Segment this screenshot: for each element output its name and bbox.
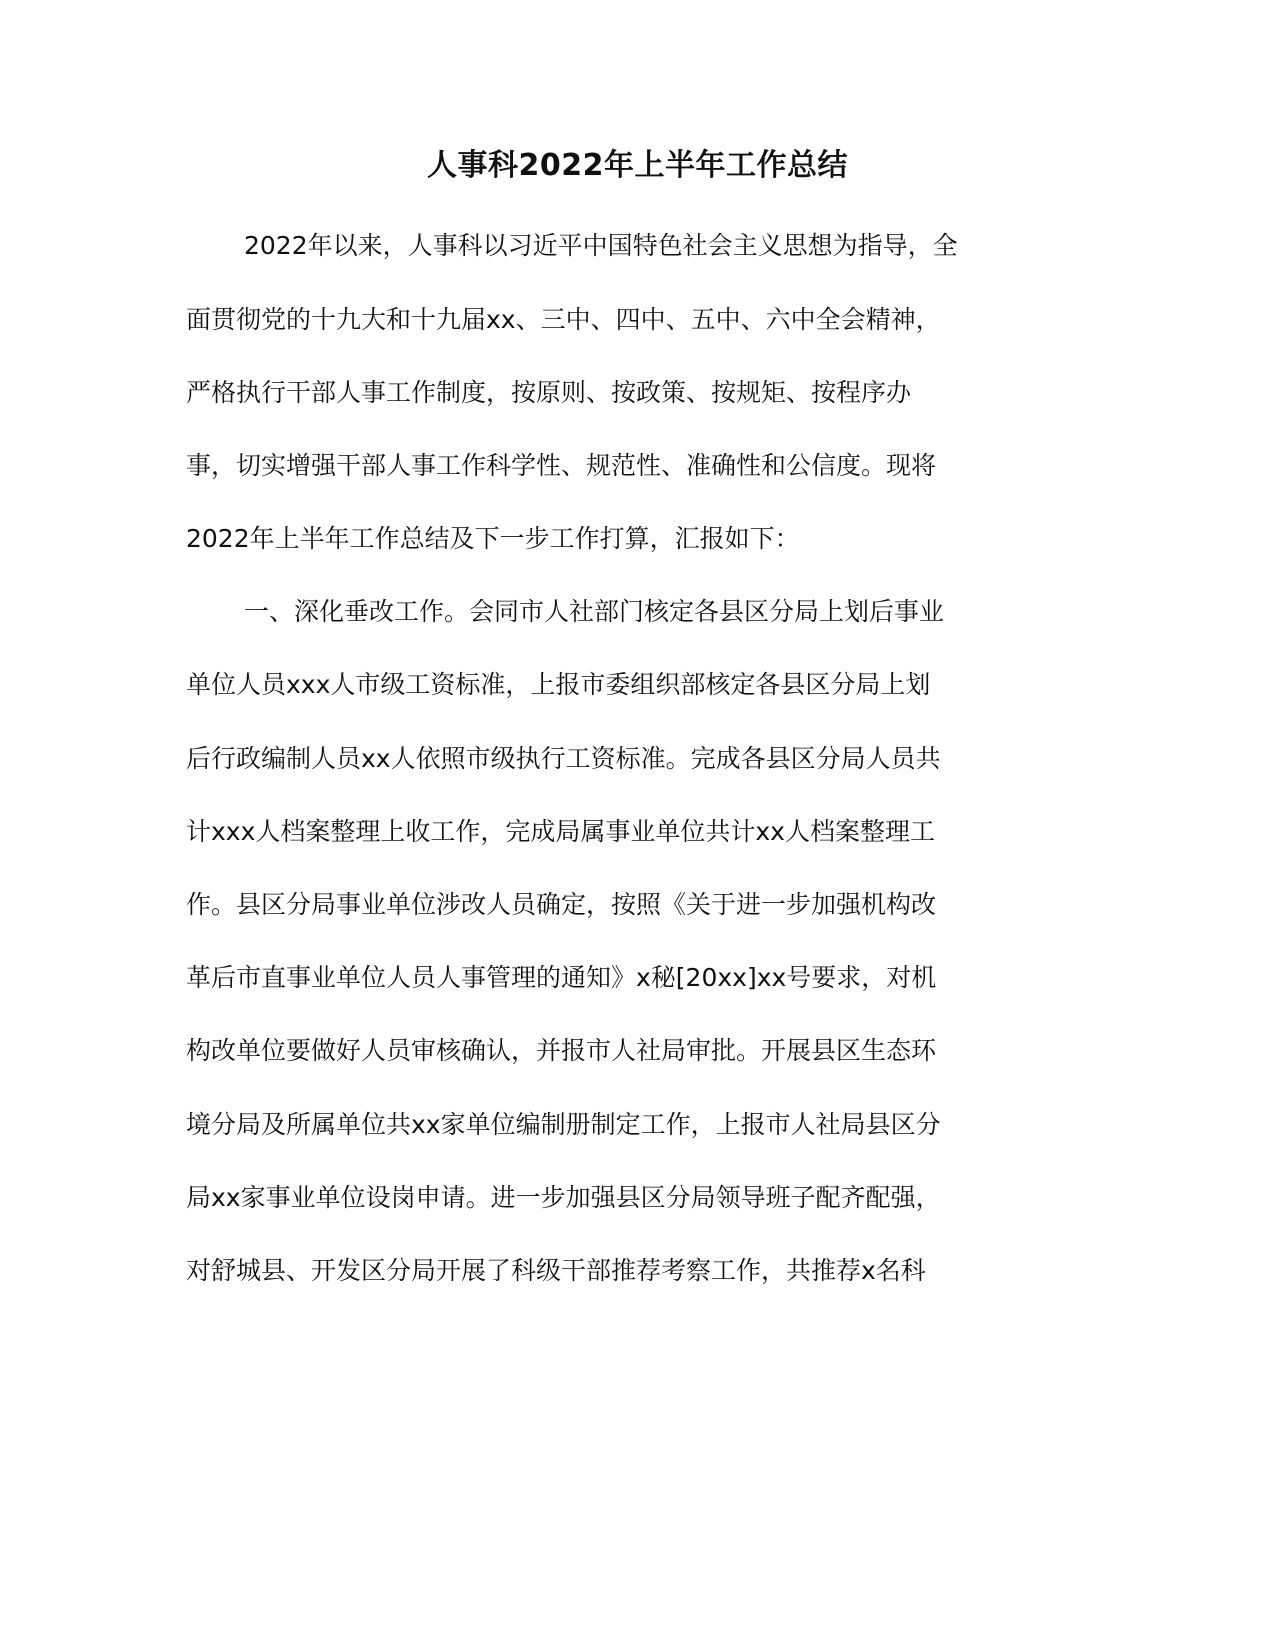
paragraph-1-line-1: 2022年以来，人事科以习近平中国特色社会主义思想为指导，全 bbox=[244, 231, 958, 260]
paragraph-2-line-3: 后行政编制人员xx人依照市级执行工资标准。完成各县区分局人员共 bbox=[186, 744, 941, 773]
paragraph-1-line-4: 事，切实增强干部人事工作科学性、规范性、准确性和公信度。现将 bbox=[186, 451, 937, 480]
paragraph-2-line-8: 境分局及所属单位共xx家单位编制册制定工作，上报市人社局县区分 bbox=[186, 1110, 941, 1139]
paragraph-1-line-3: 严格执行干部人事工作制度，按原则、按政策、按规矩、按程序办 bbox=[186, 378, 912, 407]
paragraph-2-line-10: 对舒城县、开发区分局开展了科级干部推荐考察工作，共推荐x名科 bbox=[186, 1256, 926, 1285]
paragraph-2-line-5: 作。县区分局事业单位涉改人员确定，按照《关于进一步加强机构改 bbox=[186, 890, 937, 919]
paragraph-2-line-1: 一、深化垂改工作。会同市人社部门核定各县区分局上划后事业 bbox=[244, 597, 945, 626]
document-title: 人事科2022年上半年工作总结 bbox=[427, 148, 848, 183]
paragraph-2-line-9: 局xx家事业单位设岗申请。进一步加强县区分局领导班子配齐配强， bbox=[186, 1183, 941, 1212]
paragraph-2-line-2: 单位人员xxx人市级工资标准，上报市委组织部核定各县区分局上划 bbox=[186, 670, 931, 699]
paragraph-2-line-7: 构改单位要做好人员审核确认，并报市人社局审批。开展县区生态环 bbox=[186, 1036, 937, 1065]
paragraph-1-line-2: 面贯彻党的十九大和十九届xx、三中、四中、五中、六中全会精神， bbox=[186, 305, 941, 334]
paragraph-2-line-6: 革后市直事业单位人员人事管理的通知》x秘[20xx]xx号要求，对机 bbox=[186, 963, 937, 992]
paragraph-1-line-5: 2022年上半年工作总结及下一步工作打算，汇报如下： bbox=[186, 524, 800, 553]
paragraph-2-line-4: 计xxx人档案整理上收工作，完成局属事业单位共计xx人档案整理工 bbox=[186, 817, 935, 846]
